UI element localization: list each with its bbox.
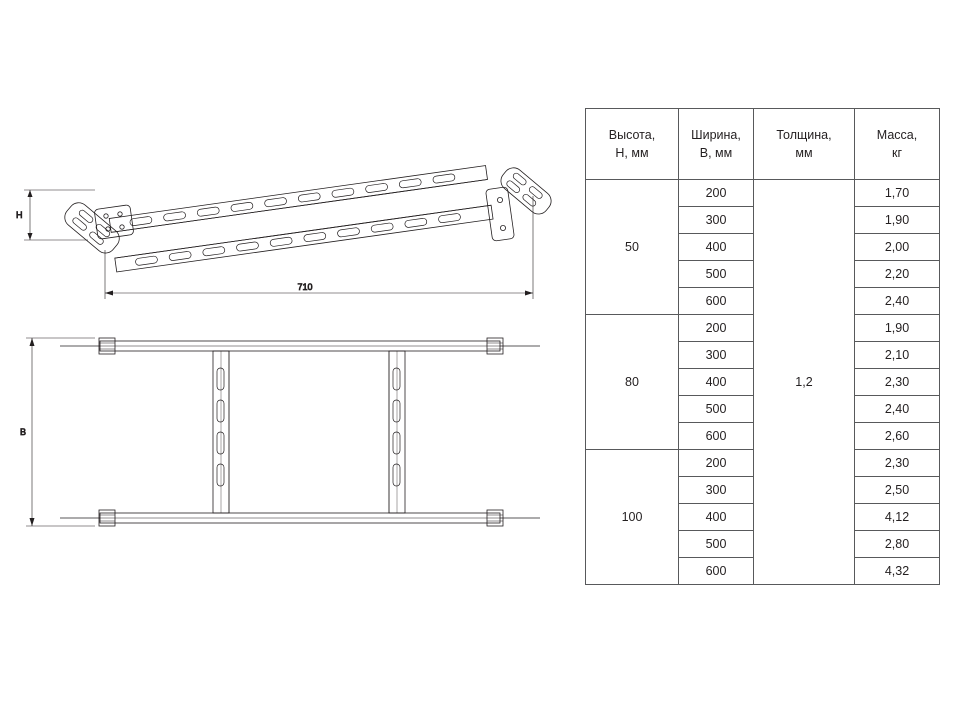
header-width-line1: Ширина, xyxy=(691,127,741,142)
width-cell: 600 xyxy=(679,423,754,450)
column-header-mass xyxy=(855,109,940,180)
height-group-cell: 50 xyxy=(586,180,679,315)
height-group-cell: 80 xyxy=(586,315,679,450)
mass-cell: 2,30 xyxy=(855,450,940,477)
header-mass-line1: Масса, xyxy=(876,127,918,142)
width-cell: 500 xyxy=(679,531,754,558)
thickness-cell: 1,2 xyxy=(754,180,855,585)
mass-cell: 2,10 xyxy=(855,342,940,369)
plan-view-group xyxy=(20,338,540,526)
width-cell: 500 xyxy=(679,396,754,423)
width-cell: 400 xyxy=(679,234,754,261)
width-cell: 400 xyxy=(679,504,754,531)
header-thickness-line1: Толщина, xyxy=(776,127,832,142)
specification-table xyxy=(585,108,940,585)
table-header-row xyxy=(586,109,940,180)
mass-cell: 2,40 xyxy=(855,288,940,315)
side-view-group xyxy=(16,164,555,299)
width-cell: 500 xyxy=(679,261,754,288)
width-cell: 200 xyxy=(679,315,754,342)
width-cell: 200 xyxy=(679,180,754,207)
header-width-line2: В, мм xyxy=(699,146,733,160)
mass-cell: 2,50 xyxy=(855,477,940,504)
width-cell: 400 xyxy=(679,369,754,396)
mass-cell: 4,32 xyxy=(855,558,940,585)
mass-cell: 2,00 xyxy=(855,234,940,261)
table-row xyxy=(586,180,940,207)
mass-cell: 2,20 xyxy=(855,261,940,288)
width-cell: 600 xyxy=(679,288,754,315)
column-header-thickness xyxy=(754,109,855,180)
mass-cell: 2,40 xyxy=(855,396,940,423)
header-thickness-line2: мм xyxy=(795,146,813,160)
table-body xyxy=(586,180,940,585)
header-mass-line2: кг xyxy=(891,146,903,160)
mass-cell: 1,90 xyxy=(855,207,940,234)
mass-cell: 1,70 xyxy=(855,180,940,207)
dimension-width-label: B xyxy=(20,427,27,437)
header-height-line1: Высота, xyxy=(608,127,656,142)
width-cell: 300 xyxy=(679,477,754,504)
mass-cell: 2,80 xyxy=(855,531,940,558)
header-height-line2: Н, мм xyxy=(615,146,649,160)
width-cell: 300 xyxy=(679,207,754,234)
mass-cell: 4,12 xyxy=(855,504,940,531)
column-header-height xyxy=(586,109,679,180)
width-cell: 300 xyxy=(679,342,754,369)
dimension-length-label: 710 xyxy=(297,282,313,292)
dimension-height-label: H xyxy=(16,210,23,220)
column-header-width xyxy=(679,109,754,180)
mass-cell: 2,60 xyxy=(855,423,940,450)
width-cell: 200 xyxy=(679,450,754,477)
mass-cell: 1,90 xyxy=(855,315,940,342)
width-cell: 600 xyxy=(679,558,754,585)
mass-cell: 2,30 xyxy=(855,369,940,396)
height-group-cell: 100 xyxy=(586,450,679,585)
